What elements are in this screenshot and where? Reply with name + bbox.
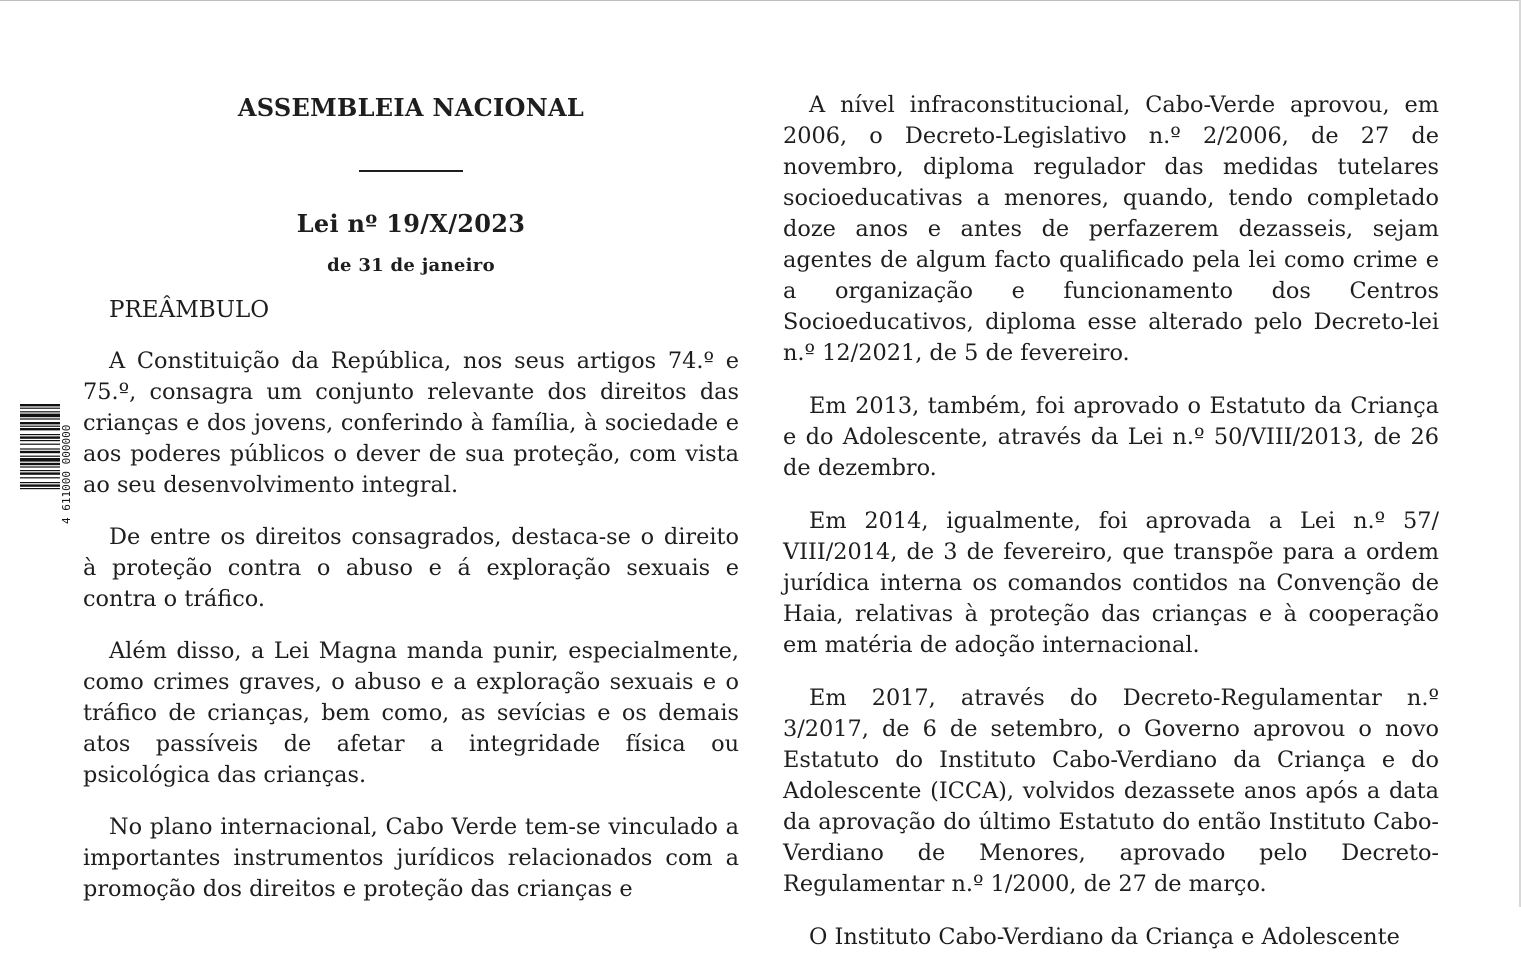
left-column — [83, 90, 739, 905]
barcode-bar — [20, 458, 60, 462]
paragraph: Além disso, a Lei Magna manda punir, especialmente, como crimes graves, o abuso e a exploração sexuais e o tráfico de crianças, bem como, as sevícias e os demais atos passíveis de afetar a integridade física ou psicológica das crianças. — [83, 638, 739, 788]
barcode-bar — [20, 434, 60, 435]
page-top-border — [0, 0, 1521, 1]
institution-heading: ASSEMBLEIA NACIONAL — [237, 93, 585, 122]
paragraph: A Constituição da República, nos seus artigos 74.º e 75.º, consagra um conjunto relevante dos direitos das crianças e dos jovens, conferindo à família, à sociedade e aos poderes públicos o dever de sua proteção, com vista ao seu desenvolvimento integral. — [83, 348, 739, 498]
preamble-heading: PREÂMBULO — [109, 297, 270, 323]
law-date: de 31 de janeiro — [327, 255, 495, 276]
barcode-bar — [20, 418, 60, 419]
barcode-bar — [20, 463, 60, 465]
right-column — [783, 90, 1439, 953]
barcode-bar — [20, 448, 60, 449]
barcode-number: 4 611000 000000 — [60, 424, 73, 524]
barcode-bar — [20, 488, 60, 489]
paragraph: No plano internacional, Cabo Verde tem-se vinculado a importantes instrumentos jurídicos relacionados com a promoção dos direitos e proteção das crianças e — [83, 814, 739, 902]
barcode-bar — [20, 404, 60, 406]
barcode-bar — [20, 477, 60, 478]
barcode-bar — [20, 422, 60, 424]
barcode-bar — [20, 411, 60, 412]
barcode-bar — [20, 444, 60, 445]
barcode-bar — [20, 426, 60, 427]
barcode-bar — [20, 440, 60, 441]
paragraph: Em 2017, através do Decreto-Regulamentar n.º 3/2017, de 6 de setembro, o Governo aprovou o novo Estatuto do Instituto Cabo-Verdiano da Criança e do Adolescente (ICCA), volvidos dezassete anos após a data da aprovação do último Estatuto do então Instituto Cabo-Verdiano de Menores, aprovado pelo Decreto-Regulamentar n.º 1/2000, de 27 de março. — [783, 685, 1439, 897]
paragraph: De entre os direitos consagrados, destaca-se o direito à proteção contra o abuso e á exploração sexuais e contra o tráfico. — [83, 524, 739, 612]
barcode-bars — [20, 404, 60, 489]
law-title: Lei nº 19/X/2023 — [296, 209, 526, 238]
paragraph: Em 2014, igualmente, foi aprovada a Lei n.º 57/ VIII/2014, de 3 de fevereiro, que transpõe para a ordem jurídica interna os comandos contidos na Convenção de Haia, relativas à proteção das crianças e à cooperação em matéria de adoção internacional. — [783, 508, 1439, 658]
barcode-bar — [20, 451, 60, 453]
barcode-bar — [20, 456, 60, 457]
heading-separator — [359, 170, 463, 172]
barcode-bar — [20, 472, 60, 474]
paragraph: O Instituto Cabo-Verdiano da Criança e Adolescente — [809, 924, 1400, 950]
barcode-bar — [20, 428, 60, 430]
barcode-bar — [20, 482, 60, 483]
barcode-image — [20, 402, 74, 526]
paragraph: Em 2013, também, foi aprovado o Estatuto da Criança e do Adolescente, através da Lei n.º 50/VIII/2013, de 26 de dezembro. — [783, 393, 1439, 481]
barcode-bar — [20, 408, 60, 409]
paragraph: A nível infraconstitucional, Cabo-Verde aprovou, em 2006, o Decreto-Legislativo n.º 2/2006, de 27 de novembro, diploma regulador das medidas tutelares socioeducativas a menores, quando, tendo completado doze anos e antes de perfazerem dezasseis, sejam agentes de algum facto qualificado pela lei como crime e a organização e funcionamento dos Centros Socioeducativos, diploma esse alterado pelo Decreto-lei n.º 12/2021, de 5 de fevereiro. — [783, 92, 1439, 366]
barcode-bar — [20, 414, 60, 418]
barcode-bar — [20, 436, 60, 438]
barcode-bar — [20, 484, 60, 486]
barcode-bar — [20, 466, 60, 467]
barcode-bar — [20, 470, 60, 471]
